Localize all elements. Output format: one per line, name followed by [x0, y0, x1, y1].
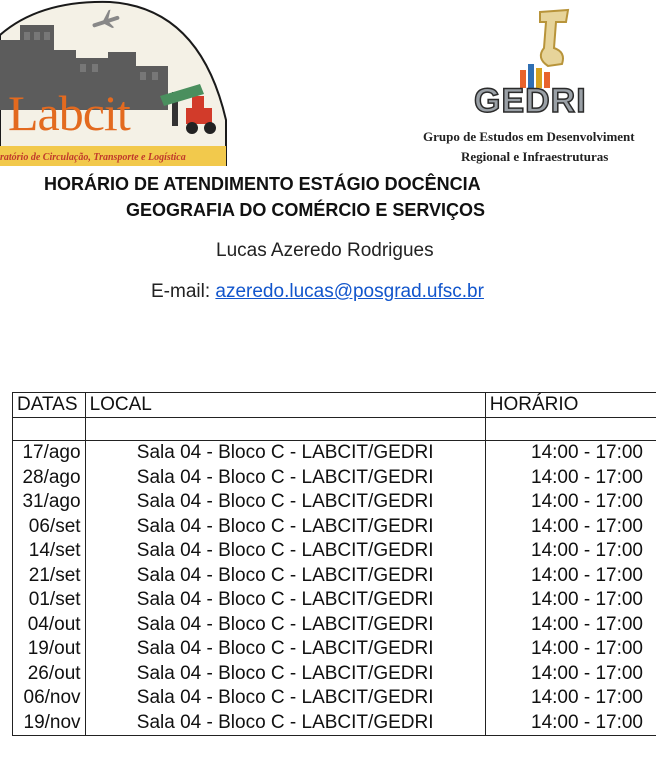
local-cell: Sala 04 - Bloco C - LABCIT/GEDRI — [85, 711, 485, 736]
local-cell: Sala 04 - Bloco C - LABCIT/GEDRI — [85, 613, 485, 638]
gedri-logo-word: GEDRI — [474, 82, 587, 120]
table-row — [13, 539, 656, 564]
table-row — [13, 613, 656, 638]
document-title-line1: HORÁRIO DE ATENDIMENTO ESTÁGIO DOCÊNCIA — [44, 174, 481, 194]
date-cell: 28/ago — [13, 466, 86, 491]
time-cell: 14:00 - 17:00 — [485, 662, 656, 687]
date-cell: 21/set — [13, 564, 86, 589]
table-row — [13, 711, 656, 736]
local-cell: Sala 04 - Bloco C - LABCIT/GEDRI — [85, 686, 485, 711]
date-cell: 17/ago — [13, 441, 86, 466]
date-cell: 04/out — [13, 613, 86, 638]
labcit-logo-word: Labcit — [8, 85, 130, 141]
table-spacer-row — [13, 418, 656, 441]
table-row — [13, 637, 656, 662]
table-row — [13, 441, 656, 466]
table-row — [13, 490, 656, 515]
local-cell: Sala 04 - Bloco C - LABCIT/GEDRI — [85, 539, 485, 564]
date-cell: 19/out — [13, 637, 86, 662]
document-title-line2: GEOGRAFIA DO COMÉRCIO E SERVIÇOS — [126, 200, 486, 220]
time-cell: 14:00 - 17:00 — [485, 441, 656, 466]
time-cell: 14:00 - 17:00 — [485, 564, 656, 589]
table-row — [13, 466, 656, 491]
local-cell: Sala 04 - Bloco C - LABCIT/GEDRI — [85, 588, 485, 613]
time-cell: 14:00 - 17:00 — [485, 588, 656, 613]
table-row — [13, 662, 656, 687]
date-cell: 31/ago — [13, 490, 86, 515]
local-cell: Sala 04 - Bloco C - LABCIT/GEDRI — [85, 490, 485, 515]
date-cell: 26/out — [13, 662, 86, 687]
labcit-logo-subtitle: ratório de Circulação, Transporte e Logística — [0, 152, 186, 163]
time-cell: 14:00 - 17:00 — [485, 466, 656, 491]
time-cell: 14:00 - 17:00 — [485, 539, 656, 564]
local-cell: Sala 04 - Bloco C - LABCIT/GEDRI — [85, 662, 485, 687]
time-cell: 14:00 - 17:00 — [485, 490, 656, 515]
local-cell: Sala 04 - Bloco C - LABCIT/GEDRI — [85, 564, 485, 589]
date-cell: 19/nov — [13, 711, 86, 736]
author-name: Lucas Azeredo Rodrigues — [216, 240, 434, 261]
time-cell: 14:00 - 17:00 — [485, 686, 656, 711]
spacer-cell — [13, 418, 86, 441]
column-header-time: HORÁRIO — [485, 393, 656, 418]
schedule-table — [12, 392, 656, 736]
table-row — [13, 686, 656, 711]
date-cell: 14/set — [13, 539, 86, 564]
email-link[interactable]: azeredo.lucas@posgrad.ufsc.br — [215, 281, 484, 302]
spacer-cell — [485, 418, 656, 441]
local-cell: Sala 04 - Bloco C - LABCIT/GEDRI — [85, 466, 485, 491]
email-label: E-mail: — [151, 281, 211, 302]
time-cell: 14:00 - 17:00 — [485, 613, 656, 638]
table-row — [13, 564, 656, 589]
time-cell: 14:00 - 17:00 — [485, 637, 656, 662]
date-cell: 06/nov — [13, 686, 86, 711]
table-header-row — [13, 393, 656, 418]
gedri-logo-subtitle-line2: Regional e Infraestruturas — [461, 149, 609, 164]
table-row — [13, 588, 656, 613]
column-header-local: LOCAL — [85, 393, 485, 418]
table-row — [13, 515, 656, 540]
spacer-cell — [85, 418, 485, 441]
time-cell: 14:00 - 17:00 — [485, 515, 656, 540]
column-header-dates: DATAS — [13, 393, 86, 418]
time-cell: 14:00 - 17:00 — [485, 711, 656, 736]
date-cell: 01/set — [13, 588, 86, 613]
gedri-logo-subtitle-line1: Grupo de Estudos em Desenvolviment — [423, 129, 635, 144]
local-cell: Sala 04 - Bloco C - LABCIT/GEDRI — [85, 637, 485, 662]
date-cell: 06/set — [13, 515, 86, 540]
local-cell: Sala 04 - Bloco C - LABCIT/GEDRI — [85, 441, 485, 466]
local-cell: Sala 04 - Bloco C - LABCIT/GEDRI — [85, 515, 485, 540]
email-row — [151, 281, 484, 303]
